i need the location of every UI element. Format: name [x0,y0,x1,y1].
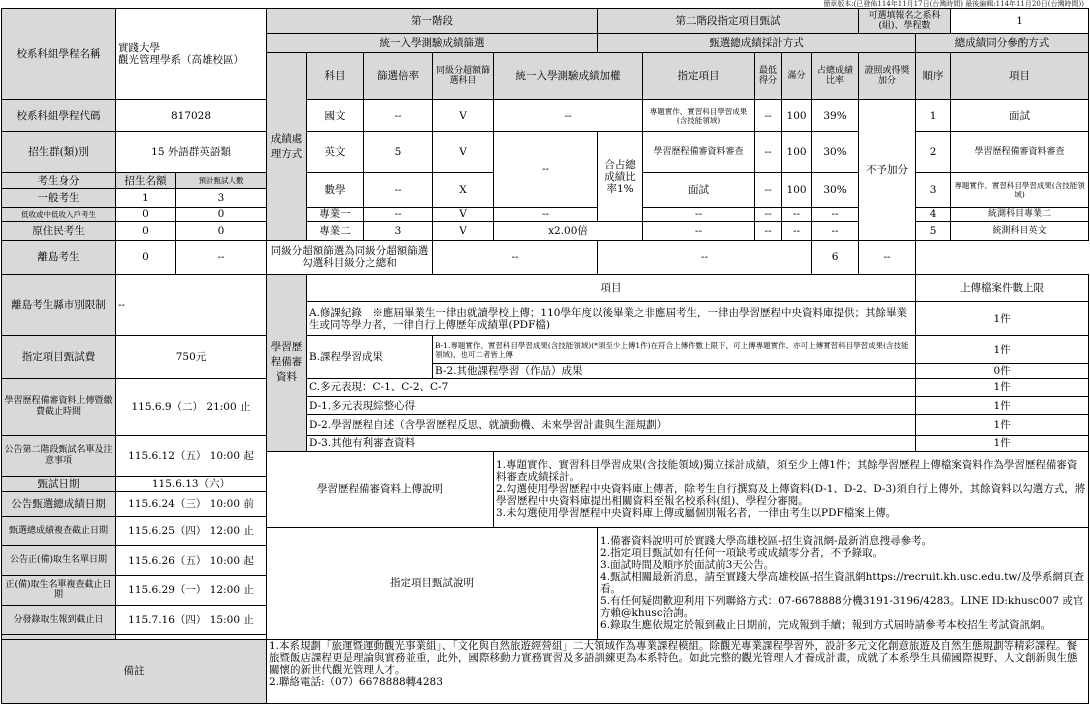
expected-island: -- [176,240,267,274]
remark-line: 2.聯絡電話:（07）6678888轉4283 [269,675,443,688]
s1-tier: V [433,222,494,240]
selectable-value: 1 [951,9,1089,34]
label-school-dept-name: 校系科組學程名稱 [2,9,116,100]
s1-ratio: 3 [364,222,433,240]
label-register-deadline: 分發錄取生報到截止日 [2,605,116,635]
label-portfolio-deadline: 學習歷程備審資料上傳暨繳費截止時間 [2,378,116,435]
tb-order: 5 [916,222,951,240]
s1-ratio: -- [364,100,433,132]
s2-min: -- [755,222,782,240]
s2-full: -- [782,207,812,222]
tb-item: 專題實作、實習科目學習成果(含技能領域) [951,173,1089,207]
tb-order: 3 [916,173,951,207]
tie-note-weight: -- [433,240,598,274]
school-dept-name: 實踐大學 觀光管理學系（高雄校區） [116,9,267,100]
label-identity-lowincome: 低收或中低收入戶考生 [2,207,116,222]
portfolio-label: 學習歷程備審資料 [267,274,307,451]
s1-weight: -- [494,100,643,132]
exam-notes [598,528,1089,640]
label-admit-list: 公告正(備)取生名單日期 [2,546,116,576]
exam-note: 3.面試時間及順序於面試前3天公告。 [600,559,775,572]
label-score-announce: 公告甄選總成績日期 [2,491,116,516]
portfolio-col-limit: 上傳檔案件數上限 [916,274,1089,301]
s1-subject: 國文 [307,100,364,132]
s2-share: -- [812,222,859,240]
s2-full: 100 [782,173,812,207]
stage1-share: 合占總成績比率1% [598,132,643,222]
s1-ratio: 5 [364,132,433,173]
portfolio-limit-b1: 1件 [916,336,1089,363]
expected-general: 3 [176,189,267,207]
tb-item: 學習歷程備審資料審查 [951,132,1089,173]
label-expected: 預計甄試人數 [176,173,267,189]
remarks [267,639,1089,703]
exam-note: 4.甄試相關最新消息，請至實踐大學高雄校區-招生資訊網https://recruit.kh.usc.edu.tw/及學系網頁查看。 [600,571,1084,596]
review-deadline: 115.6.25（四） 12:00 止 [116,516,267,546]
version-note: 簡章版本:(已發佈114年11月17日(台灣時間) 最後編輯:114年11月20日(台灣時間)) [823,0,1084,8]
portfolio-limit-b2: 0件 [916,363,1089,378]
s1-subject: 英文 [307,132,364,173]
s1-ratio: -- [364,173,433,207]
island-limit: -- [116,274,267,336]
col-full: 滿分 [782,53,812,100]
s1-subject: 專業一 [307,207,364,222]
s1-weight: -- [494,207,598,222]
upload-note: 1.專題實作、實習科目學習成果(含技能領域)獨立採計成績，須至少上傳1件；其餘學習歷程上傳檔案資料作為學習歷程備審資料審查成績採計。 [496,459,1078,484]
s2-share: 30% [812,132,859,173]
stage2-header: 第二階段指定項目甄試 [598,9,859,34]
col-share: 占總成績比率 [812,53,859,100]
selectable-label: 可選填報名之系科(組)、學程數 [859,9,951,34]
s2-min: -- [755,132,782,173]
portfolio-item-b2: B-2.其他課程學習（作品）成果 [433,363,916,378]
portfolio-item-d3: D-3.其他有利審查資料 [307,435,916,451]
tb-order: 4 [916,207,951,222]
s1-ratio: -- [364,207,433,222]
admission-table [1,8,1089,704]
exam-date: 115.6.13（六） [116,476,267,491]
portfolio-item-c: C.多元表現：C-1、C-2、C-7 [307,378,916,396]
tie-tail: -- [598,240,812,274]
col-bonus: 證照或得獎加分 [859,53,916,100]
stage1-header: 第一階段 [267,9,598,34]
col-subject: 科目 [307,53,364,100]
tiebreak-header: 總成績同分參酌方式 [916,34,1089,53]
portfolio-limit-d3: 1件 [916,435,1089,451]
s2-min: -- [755,100,782,132]
upload-notes [494,451,1089,527]
col-item: 指定項目 [643,53,755,100]
admit-list: 115.6.26（五） 10:00 起 [116,546,267,576]
portfolio-col-item: 項目 [307,274,916,301]
label-waitlist-deadline: 正(備)取生名單複查截止日期 [2,575,116,605]
s1-tier: V [433,100,494,132]
tb-item: 面試 [951,100,1089,132]
exam-notes-label: 指定項目甄試說明 [267,528,598,640]
s2-full: 100 [782,132,812,173]
quota-general: 1 [116,189,176,207]
score-announce: 115.6.24（三） 10:00 前 [116,491,267,516]
exam-note: 1.備審資料說明可於實踐大學高雄校區-招生資訊網-最新消息搜尋參考。 [600,535,933,548]
col-tier: 同級分超額篩選科目 [433,53,494,100]
label-quota: 招生名額 [116,173,176,189]
portfolio-deadline: 115.6.9（二） 21:00 止 [116,378,267,435]
s2-min: -- [755,173,782,207]
col-ratio: 篩選倍率 [364,53,433,100]
portfolio-item-a: A.修課紀錄 ※應屆畢業生一律由就讀學校上傳；110學年度以後畢業之非應屆考生，一律由學習歷程中央資料庫提供；其餘畢業生或同等學力者，一律自行上傳歷年成績單(PDF檔) [307,302,916,336]
expected-lowincome: 0 [176,207,267,222]
stage2-notice: 115.6.12（五） 10:00 起 [116,435,267,476]
upload-label: 學習歷程備審資料上傳說明 [267,451,494,527]
quota-island: 0 [116,240,176,274]
col-min: 最低得分 [755,53,782,100]
s2-full: -- [782,222,812,240]
s2-share: 30% [812,173,859,207]
portfolio-item-d1: D-1.多元表現綜整心得 [307,396,916,414]
label-stage2-notice: 公告第二階段甄試名單及注意事項 [2,435,116,476]
upload-note: 2.勾選使用學習歷程中央資料庫上傳者，除考生自行撰寫及上傳資料(D-1、D-2、D-3)須自行上傳外，其餘資料以勾選方式，將學習歷程中央資料庫提出相關資料至報名校系科(組)、學程分審閱。 [496,483,1086,508]
portfolio-limit-c: 1件 [916,378,1089,396]
col-order: 順序 [916,53,951,100]
register-deadline: 115.7.16（四） 15:00 止 [116,605,267,635]
s1-subject: 專業二 [307,222,364,240]
label-school-dept-code: 校系科組學程代碼 [2,100,116,132]
s2-item: 學習歷程備審資料審查 [643,132,755,173]
stage1-subheader: 統一入學測驗成績篩選 [267,34,598,53]
tb-order: 6 [812,240,859,274]
label-recruit-group: 招生群(類)別 [2,132,116,173]
s2-item: 面試 [643,173,755,207]
label-review-deadline: 甄選總成績複查截止日期 [2,516,116,546]
quota-lowincome: 0 [116,207,176,222]
label-island-limit: 離島考生縣市別限制 [2,274,116,336]
tb-item: 統測科目英文 [951,222,1089,240]
s2-min: -- [755,207,782,222]
s2-full: 100 [782,100,812,132]
label-identity-indigenous: 原住民考生 [2,222,116,240]
s2-item: -- [643,207,755,222]
portfolio-item-b: B.課程學習成果 [307,336,433,378]
label-identity: 考生身分 [2,173,116,189]
col-tiebreak-item: 項目 [951,53,1089,100]
s1-tier: X [433,173,494,207]
recruit-group: 15 外語群英語類 [116,132,267,173]
tie-note: 同級分超額篩選為同級分超額篩選勾選科目級分之總和 [267,240,433,274]
s2-item: -- [643,222,755,240]
portfolio-item-d2: D-2.學習歷程自述（含學習歷程反思、就讀動機、未來學習計畫與生涯規劃） [307,415,916,436]
tb-item: 統測科目專業二 [951,207,1089,222]
school-dept-code: 817028 [116,100,267,132]
portfolio-limit-d2: 1件 [916,415,1089,436]
method-label: 成績處理方式 [267,53,307,240]
stage2-subheader: 甄選總成績採計方式 [598,34,916,53]
label-identity-general: 一般考生 [2,189,116,207]
exam-note: 2.指定項目甄試如有任何一項缺考或成績零分者，不予錄取。 [600,547,884,560]
waitlist-deadline: 115.6.29（一） 12:00 止 [116,575,267,605]
upload-note: 3.未勾選使用學習歷程中央資料庫上傳或屬個別報名者，一律由考生以PDF檔案上傳。 [496,507,897,520]
fee: 750元 [116,336,267,378]
remark-line: 1.本系規劃「旅運暨運動觀光事業組」、「文化與自然旅遊經營組」二大領域作為專業課程模組。除觀光專業課程學習外，設計多元文化創意旅遊及自然生態規劃等精彩課程。餐旅暨飯店課程更是理論與實務並重，此外，國際移動力實務實習及多語訓練更為本系特色。如此完整的觀光管理人才養成計畫，成就了本系學生具備國際視野、人文創新與生態關懷的新世代觀光管理人才。 [269,639,1078,676]
portfolio-item-b1: B-1.專題實作、實習科目學習成果(含技能領域)(*須至少上傳1件)在符合上傳件數上限下，可上傳專題實作、亦可上傳實習科目學習成果(含技能領域)、也可二者皆上傳 [433,336,916,363]
portfolio-limit-d1: 1件 [916,396,1089,414]
s1-weight: -- [494,132,598,207]
label-fee: 指定項目甄試費 [2,336,116,378]
label-identity-island: 離島考生 [2,240,116,274]
expected-indigenous: 0 [176,222,267,240]
s1-tier: V [433,132,494,173]
s1-weight: x2.00倍 [494,222,643,240]
s2-share: 39% [812,100,859,132]
s2-share: -- [812,207,859,222]
label-remarks: 備註 [2,639,267,703]
tb-order: 1 [916,100,951,132]
tb-order: 2 [916,132,951,173]
col-weight: 統一入學測驗成績加權 [494,53,643,100]
label-exam-date: 甄試日期 [2,476,116,491]
exam-note: 5.有任何疑問歡迎利用下列聯絡方式：07-6678888分機3191-3196/4283。LINE ID:khusc007 或官方賴@khusc洽詢。 [600,595,1084,620]
s1-subject: 數學 [307,173,364,207]
tb-item: -- [859,240,916,274]
quota-indigenous: 0 [116,222,176,240]
portfolio-limit-a: 1件 [916,302,1089,336]
s1-tier: V [433,207,494,222]
s2-item: 專題實作、實習科目學習成果(含技能領域) [643,100,755,132]
exam-note: 6.錄取生應依規定於報到截止日期前，完成報到手續；報到方式屆時請參考本校招生考試資訊網。 [600,619,1052,632]
bonus-value: 不予加分 [859,100,916,240]
